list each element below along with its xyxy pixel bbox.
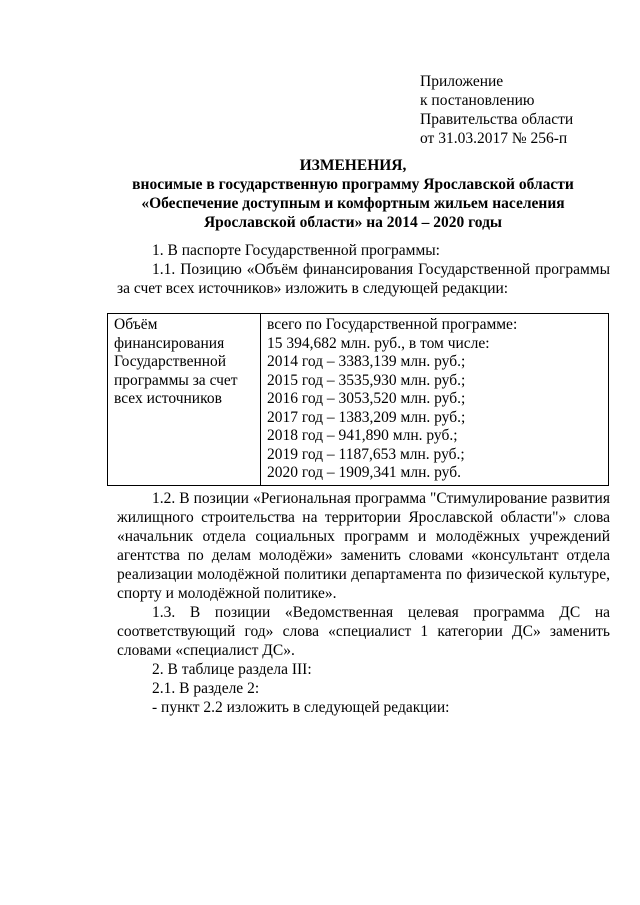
funding-line: 15 394,682 млн. руб., в том числе:: [267, 334, 490, 352]
funding-line: 2017 год – 1383,209 млн. руб.;: [267, 408, 466, 426]
funding-line: 2016 год – 3053,520 млн. руб.;: [267, 390, 466, 407]
annex-line: Приложение: [420, 73, 504, 90]
funding-line: 2015 год – 3535,930 млн. руб.;: [267, 371, 466, 389]
paragraph-1-2: 1.2. В позиции «Региональная программа "Стимулирование развития жилищного строительства на территории Ярославской области"» слова «начальник отдела социальных программ и молодёжных учреждений агентства по делам молодёжи» заменить словами «консультант отдела реализации молодёжной политики департамента по физической культуре, спорту и молодёжной политике».: [117, 490, 610, 602]
title-line: ИЗМЕНЕНИЯ,: [299, 157, 407, 174]
annex-line: Правительства области: [420, 111, 574, 128]
annex-line: от 31.03.2017 № 256-п: [420, 130, 568, 147]
funding-line: 2020 год – 1909,341 млн. руб.: [267, 464, 461, 481]
section-1: [117, 241, 610, 298]
document-title: [108, 156, 598, 232]
title-line: Ярославской области» на 2014 – 2020 годы: [203, 214, 503, 231]
paragraph-1-3: 1.3. В позиции «Ведомственная целевая программа ДС на соответствующий год» слова «специалист 1 категории ДС» заменить словами «специалист ДС».: [117, 604, 610, 659]
title-line: вносимые в государственную программу Ярославской области: [132, 176, 574, 193]
paragraph-item: - пункт 2.2 изложить в следующей редакции:: [152, 699, 450, 716]
paragraph-1: 1. В паспорте Государственной программы:: [152, 242, 440, 259]
funding-line: всего по Государственной программе:: [267, 316, 518, 333]
paragraph-1-1: 1.1. Позицию «Объём финансирования Государственной программы за счет всех источников» изложить в следующей редакции:: [117, 261, 610, 297]
funding-table: [107, 313, 609, 486]
funding-label-cell: Объём финансирования Государственной программы за счет всех источников: [108, 314, 261, 486]
funding-line: 2018 год – 941,890 млн. руб.;: [267, 427, 458, 444]
annex-line: к постановлению: [420, 92, 535, 109]
funding-line: 2014 год – 3383,139 млн. руб.;: [267, 353, 466, 370]
title-line: «Обеспечение доступным и комфортным жильем населения: [141, 195, 565, 212]
section-2: [117, 489, 610, 717]
table-row: [108, 314, 609, 486]
funding-line: 2019 год – 1187,653 млн. руб.;: [267, 445, 465, 463]
paragraph-2: 2. В таблице раздела III:: [152, 661, 312, 678]
funding-values-cell: [261, 314, 609, 486]
annex-header: [420, 72, 573, 148]
paragraph-2-1: 2.1. В разделе 2:: [152, 680, 260, 697]
